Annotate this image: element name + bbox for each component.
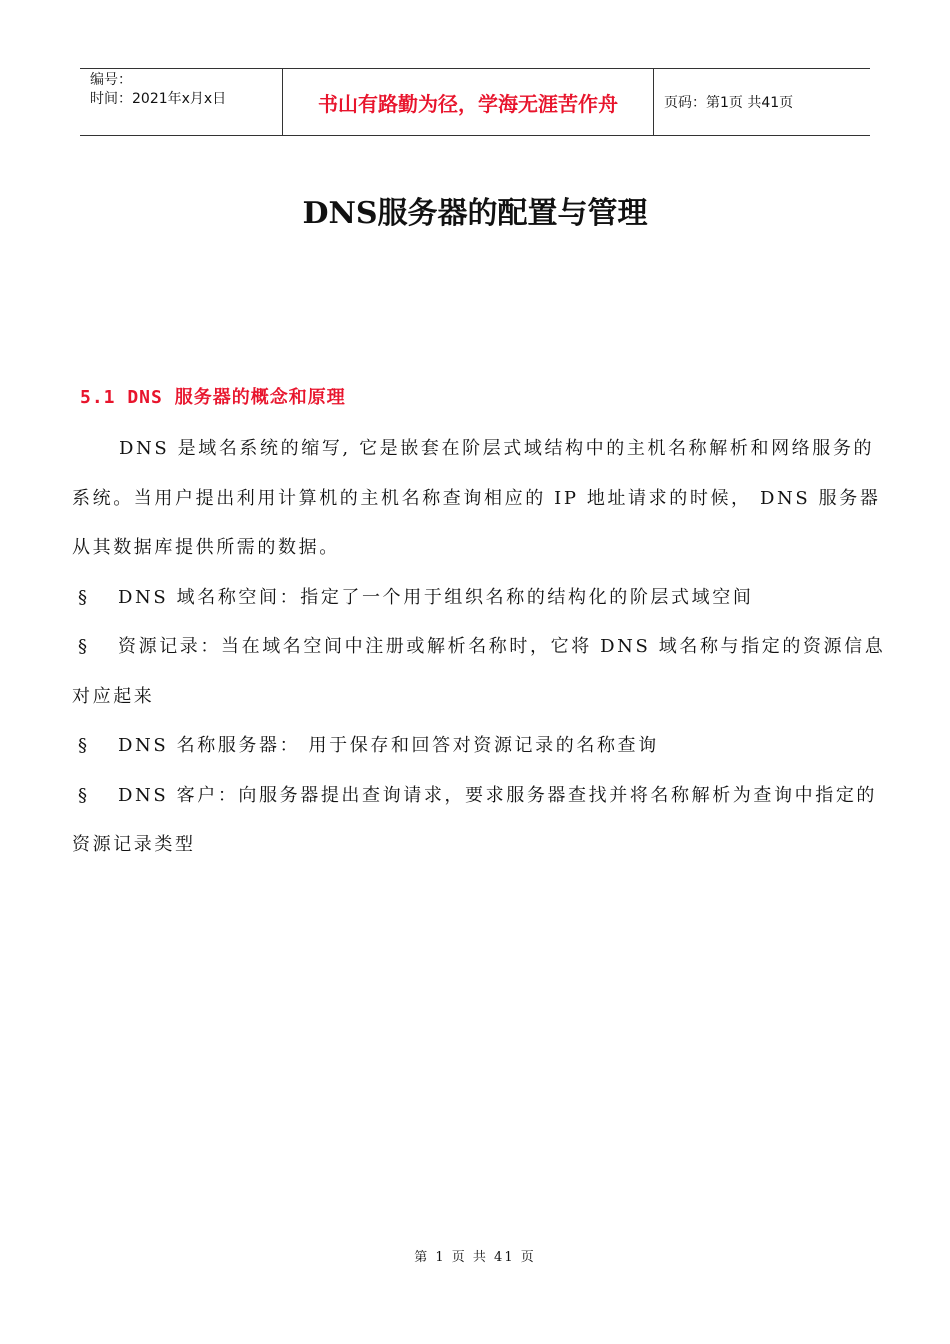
bullet-text: DNS 域名称空间：指定了一个用于组织名称的结构化的阶层式域空间 (118, 586, 754, 608)
document-title: DNS服务器的配置与管理 (302, 196, 648, 231)
header-table (80, 68, 870, 136)
section-sign-icon: § (78, 636, 90, 657)
bullet-text: DNS 名称服务器： 用于保存和回答对资源记录的名称查询 (118, 735, 659, 756)
document-body (72, 424, 892, 870)
section-sign-icon: § (78, 784, 90, 806)
page-number-cell (654, 69, 870, 135)
bullet-text: 资源记录：当在域名空间中注册或解析名称时，它将 DNS 域名称与指定的资源信息对应起来 (72, 636, 886, 707)
section-sign-icon: § (78, 735, 90, 756)
bullet-item (72, 622, 892, 721)
header-info-cell (80, 69, 282, 135)
section-heading: 5.1 DNS 服务器的概念和原理 (80, 387, 346, 408)
number-label: 编号： (90, 72, 132, 88)
bullet-item (72, 771, 892, 870)
page-label: 页码：第1页 共41页 (664, 95, 794, 111)
motto-text: 书山有路勤为径，学海无涯苦作舟 (318, 91, 618, 116)
bullet-item (72, 721, 892, 771)
motto-cell (282, 69, 654, 135)
bullet-text: DNS 客户：向服务器提出查询请求，要求服务器查找并将名称解析为查询中指定的资源记录类型 (72, 784, 878, 855)
bullet-item (72, 573, 892, 623)
section-sign-icon: § (78, 586, 90, 608)
page-footer: 第 1 页 共 41 页 (414, 1250, 536, 1265)
intro-paragraph: DNS 是域名系统的缩写, 它是嵌套在阶层式域结构中的主机名称解析和网络服务的系统。当用户提出利用计算机的主机名称查询相应的 IP 地址请求的时候， DNS 服务器从其数据库提供所需的数据。 (72, 438, 881, 558)
time-label: 时间：2021年x月x日 (90, 91, 227, 107)
